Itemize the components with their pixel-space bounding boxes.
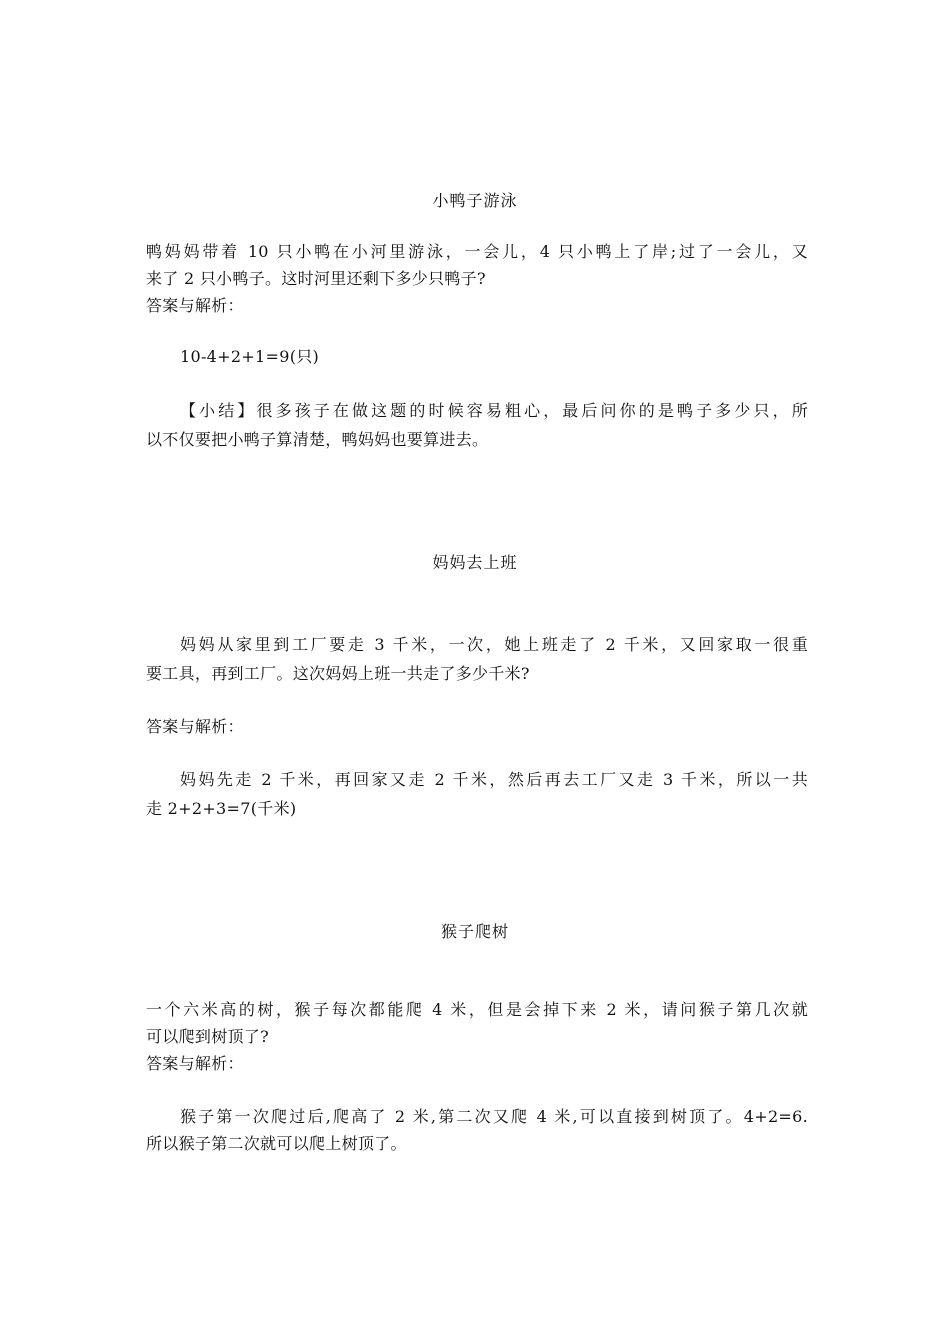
answer-line: 走 2+2+3=7(千米) [146, 799, 297, 818]
answer-label: 答案与解析： [146, 1054, 244, 1073]
question-line: 鸭妈妈带着 10 只小鸭在小河里游泳，一会儿，4 只小鸭上了岸;过了一会儿，又 [146, 242, 808, 261]
answer-line: 妈妈先走 2 千米，再回家又走 2 千米，然后再去工厂又走 3 千米，所以一共 [180, 770, 808, 789]
question-line: 来了 2 只小鸭子。这时河里还剩下多少只鸭子? [146, 269, 486, 288]
question-line: 一个六米高的树，猴子每次都能爬 4 米，但是会掉下来 2 米，请问猴子第几次就 [146, 1000, 808, 1019]
section-title-monkey-climb: 猴子爬树 [440, 922, 509, 941]
answer-label: 答案与解析： [146, 717, 244, 736]
summary-line: 以不仅要把小鸭子算清楚，鸭妈妈也要算进去。 [146, 430, 489, 449]
section-title-duckling-swim: 小鸭子游泳 [432, 191, 518, 210]
question-line: 妈妈从家里到工厂要走 3 千米，一次，她上班走了 2 千米，又回家取一很重 [180, 635, 808, 654]
section-title-mom-to-work: 妈妈去上班 [432, 553, 518, 572]
question-line: 要工具，再到工厂。这次妈妈上班一共走了多少千米? [146, 664, 530, 683]
answer-label: 答案与解析： [146, 296, 244, 315]
question-line: 可以爬到树顶了? [146, 1027, 269, 1046]
answer-line: 所以猴子第二次就可以爬上树顶了。 [146, 1134, 407, 1153]
summary-line: 【小结】很多孩子在做这题的时候容易粗心，最后问你的是鸭子多少只，所 [180, 401, 808, 420]
answer-line: 10-4+2+1=9(只) [180, 347, 320, 366]
answer-line: 猴子第一次爬过后,爬高了 2 米,第二次又爬 4 米,可以直接到树顶了。4+2=6. [180, 1107, 808, 1126]
